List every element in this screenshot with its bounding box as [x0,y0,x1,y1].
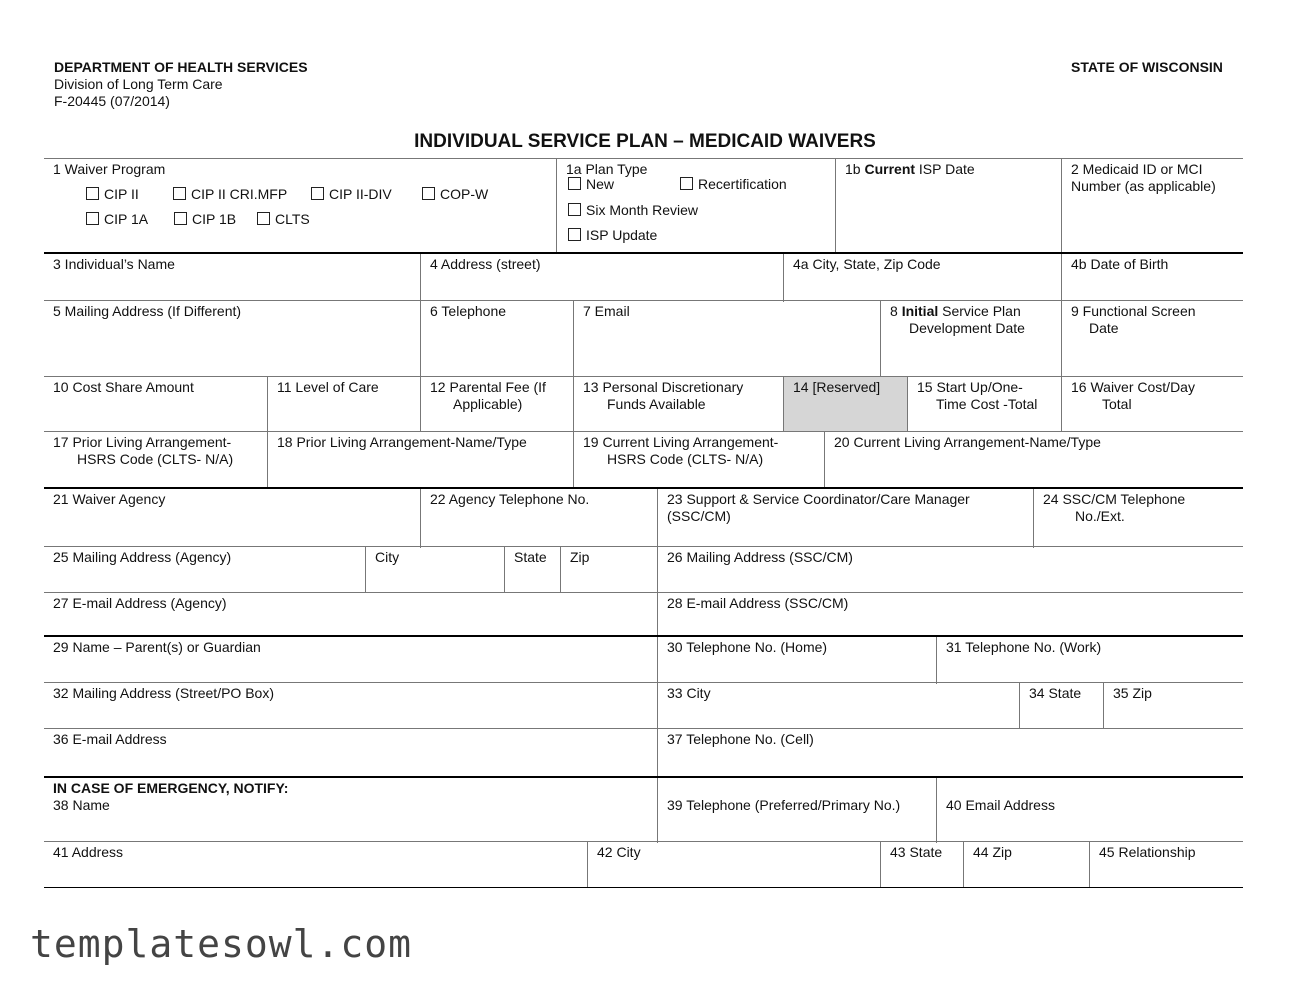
checkbox-label: COP-W [440,186,489,202]
field-waiver-program [44,159,556,253]
field-label: Funds Available [607,396,706,412]
field-label: 23 Support & Service Coordinator/Care Manager (SSC/CM) [667,491,970,524]
field-home-telephone[interactable] [657,637,936,684]
field-cost-share[interactable] [44,377,267,432]
field-label: Zip [570,549,590,565]
field-agency-zip[interactable] [560,547,657,593]
field-current-living-code[interactable] [573,432,824,488]
checkbox-label: CIP 1B [192,211,237,227]
field-mailing-address[interactable] [44,301,420,377]
field-label: 12 Parental Fee (If [430,379,546,395]
checkbox-label: CIP II [104,186,139,202]
field-label: 4b Date of Birth [1071,256,1169,272]
field-cell-telephone[interactable] [657,729,1243,777]
checkbox-box[interactable] [422,187,435,200]
field-label: Time Cost -Total [936,396,1038,412]
field-emergency-zip[interactable] [963,842,1089,888]
field-guardian-state[interactable] [1019,683,1103,729]
field-label: HSRS Code (CLTS- N/A) [77,451,234,467]
checkbox-label: ISP Update [586,227,658,243]
service-plan-form [44,158,1243,888]
checkbox-label: Recertification [698,176,787,192]
field-ssc-telephone[interactable] [1033,489,1243,548]
field-discretionary-funds[interactable] [573,377,783,432]
field-guardian-name[interactable] [44,637,657,684]
field-individual-name[interactable] [44,254,420,302]
field-label: 13 Personal Discretionary [583,379,744,395]
field-parental-fee[interactable] [420,377,573,432]
field-label: 4a City, State, Zip Code [793,256,941,272]
field-label: ISP Date [915,161,975,177]
field-emergency-telephone[interactable] [657,778,936,843]
field-label: No./Ext. [1075,508,1125,524]
division-name: Division of Long Term Care [54,76,223,92]
field-guardian-email[interactable] [44,729,657,777]
field-care-manager[interactable] [657,489,1033,548]
field-label: 39 Telephone (Preferred/Primary No.) [667,797,901,813]
field-label: Applicable) [453,396,523,412]
field-agency-city[interactable] [365,547,504,593]
form-row-1 [44,158,1243,253]
form-row-5 [44,431,1243,488]
field-medicaid-id[interactable] [1061,159,1243,253]
form-row-2 [44,252,1243,302]
checkbox-cip-ii-div[interactable] [311,186,392,203]
checkbox-label: CIP 1A [104,211,149,227]
field-label: 24 SSC/CM Telephone [1043,491,1186,507]
field-label: 2 Medicaid ID or MCI Number (as applicable) [1071,161,1216,194]
field-agency-state[interactable] [504,547,560,593]
checkbox-cop-w[interactable] [422,186,488,203]
field-label: 4 Address (street) [430,256,541,272]
field-label: 45 Relationship [1099,844,1196,860]
field-guardian-city[interactable] [657,683,1019,729]
checkbox-label: CLTS [275,211,310,227]
field-label: Date [1089,320,1119,336]
field-label: 41 Address [53,844,124,860]
field-level-of-care[interactable] [267,377,420,432]
checkbox-box[interactable] [86,187,99,200]
form-row-10 [44,682,1243,729]
field-prior-living-name[interactable] [267,432,573,488]
page-title: INDIVIDUAL SERVICE PLAN – MEDICAID WAIVERS [414,131,876,152]
checkbox-box[interactable] [568,203,581,216]
field-emergency-city[interactable] [587,842,880,888]
field-label: City [375,549,400,565]
field-emergency-email[interactable] [936,778,1243,843]
field-label: 20 Current Living Arrangement-Name/Type [834,434,1101,450]
field-label: 44 Zip [973,844,1012,860]
checkbox-new[interactable] [568,176,614,193]
checkbox-recertification[interactable] [680,176,787,193]
field-label: 31 Telephone No. (Work) [946,639,1102,655]
field-label: Service Plan [938,303,1021,319]
field-label: 40 Email Address [946,797,1055,813]
field-label: 30 Telephone No. (Home) [667,639,828,655]
field-initial-plan-date[interactable] [880,301,1061,377]
form-row-3 [44,300,1243,377]
form-row-6 [44,487,1243,548]
field-telephone[interactable] [420,301,573,377]
department-name: DEPARTMENT OF HEALTH SERVICES [54,59,308,75]
checkbox-label: CIP II-DIV [329,186,392,202]
checkbox-six-month-review[interactable] [568,202,698,219]
form-row-13 [44,841,1243,888]
field-label: 25 Mailing Address (Agency) [53,549,232,565]
form-number: F-20445 (07/2014) [54,93,170,109]
checkbox-isp-update[interactable] [568,227,657,244]
field-functional-screen-date[interactable] [1061,301,1243,377]
field-label: 38 Name [53,797,110,813]
field-label: 36 E-mail Address [53,731,167,747]
checkbox-box[interactable] [568,177,581,190]
checkbox-cip-ii-cri-mfp[interactable] [173,186,287,203]
field-address-street[interactable] [420,254,783,302]
checkbox-label: CIP II CRI.MFP [191,186,288,202]
field-label: 9 Functional Screen [1071,303,1196,319]
state-name: STATE OF WISCONSIN [1071,59,1223,75]
field-label: 3 Individual’s Name [53,256,175,272]
field-label: 19 Current Living Arrangement- [583,434,779,450]
field-label: 7 Email [583,303,630,319]
field-label: 16 Waiver Cost/Day [1071,379,1195,395]
field-label: 14 [Reserved] [793,379,881,395]
field-label: State [514,549,547,565]
field-label: 10 Cost Share Amount [53,379,194,395]
checkbox-box[interactable] [174,212,187,225]
form-bottom-border [44,887,1243,888]
field-label: 33 City [667,685,711,701]
field-label: 18 Prior Living Arrangement-Name/Type [277,434,527,450]
field-label: 1 Waiver Program [53,161,166,177]
field-label: 37 Telephone No. (Cell) [667,731,814,747]
field-label: 28 E-mail Address (SSC/CM) [667,595,849,611]
checkbox-box[interactable] [568,228,581,241]
field-label: 34 State [1029,685,1082,701]
field-waiver-agency[interactable] [44,489,420,548]
field-current-isp-date[interactable] [835,159,1061,253]
field-agency-mailing-address[interactable] [44,547,365,593]
field-emergency-state[interactable] [880,842,963,888]
checkbox-cip-1b[interactable] [174,211,236,228]
field-label: 26 Mailing Address (SSC/CM) [667,549,853,565]
field-label-emphasis: Initial [901,303,939,319]
field-label: 8 [890,303,902,319]
field-label: 22 Agency Telephone No. [430,491,590,507]
checkbox-box[interactable] [173,187,186,200]
checkbox-box[interactable] [311,187,324,200]
watermark: templatesowl.com [30,922,413,966]
field-date-of-birth[interactable] [1061,254,1243,302]
field-relationship[interactable] [1089,842,1243,888]
field-label: 35 Zip [1113,685,1152,701]
field-emergency-address[interactable] [44,842,587,888]
field-label: 32 Mailing Address (Street/PO Box) [53,685,274,701]
form-row-9 [44,635,1243,684]
field-prior-living-code[interactable] [44,432,267,488]
checkbox-cip-1a[interactable] [86,211,148,228]
checkbox-label: Six Month Review [586,202,699,218]
emergency-heading: IN CASE OF EMERGENCY, NOTIFY: [53,780,289,796]
field-reserved [783,377,907,432]
field-label: 43 State [890,844,943,860]
form-row-12 [44,776,1243,843]
field-agency-email[interactable] [44,593,657,636]
field-label: 21 Waiver Agency [53,491,166,507]
field-ssc-email[interactable] [657,593,1243,636]
field-emergency-name[interactable] [44,778,657,843]
field-label: 11 Level of Care [277,379,379,395]
field-plan-type [556,159,835,253]
checkbox-box[interactable] [257,212,270,225]
checkbox-box[interactable] [86,212,99,225]
field-label: 29 Name – Parent(s) or Guardian [53,639,261,655]
field-email[interactable] [573,301,880,377]
field-label: 6 Telephone [430,303,507,319]
field-ssc-mailing-address[interactable] [657,547,1243,593]
field-label-emphasis: Current [864,161,916,177]
form-row-11 [44,728,1243,777]
field-label: Development Date [909,320,1025,336]
checkbox-label: New [586,176,615,192]
field-label: 42 City [597,844,641,860]
field-label: 17 Prior Living Arrangement- [53,434,232,450]
field-current-living-name[interactable] [824,432,1243,488]
field-label: 5 Mailing Address (If Different) [53,303,242,319]
field-label: 27 E-mail Address (Agency) [53,595,227,611]
field-city-state-zip[interactable] [783,254,1061,302]
checkbox-clts[interactable] [257,211,310,228]
field-work-telephone[interactable] [936,637,1243,684]
field-label: HSRS Code (CLTS- N/A) [607,451,764,467]
field-waiver-cost-day[interactable] [1061,377,1243,432]
checkbox-box[interactable] [680,177,693,190]
field-startup-cost[interactable] [907,377,1061,432]
form-row-4 [44,376,1243,432]
field-label: 1a Plan Type [566,161,648,177]
form-row-7 [44,546,1243,593]
field-agency-telephone[interactable] [420,489,657,548]
field-label: 15 Start Up/One- [917,379,1023,395]
checkbox-cip-ii[interactable] [86,186,139,203]
field-guardian-mailing-address[interactable] [44,683,657,729]
field-label: 1b [845,161,865,177]
field-label: Total [1102,396,1132,412]
field-guardian-zip[interactable] [1103,683,1243,729]
form-row-8 [44,592,1243,636]
